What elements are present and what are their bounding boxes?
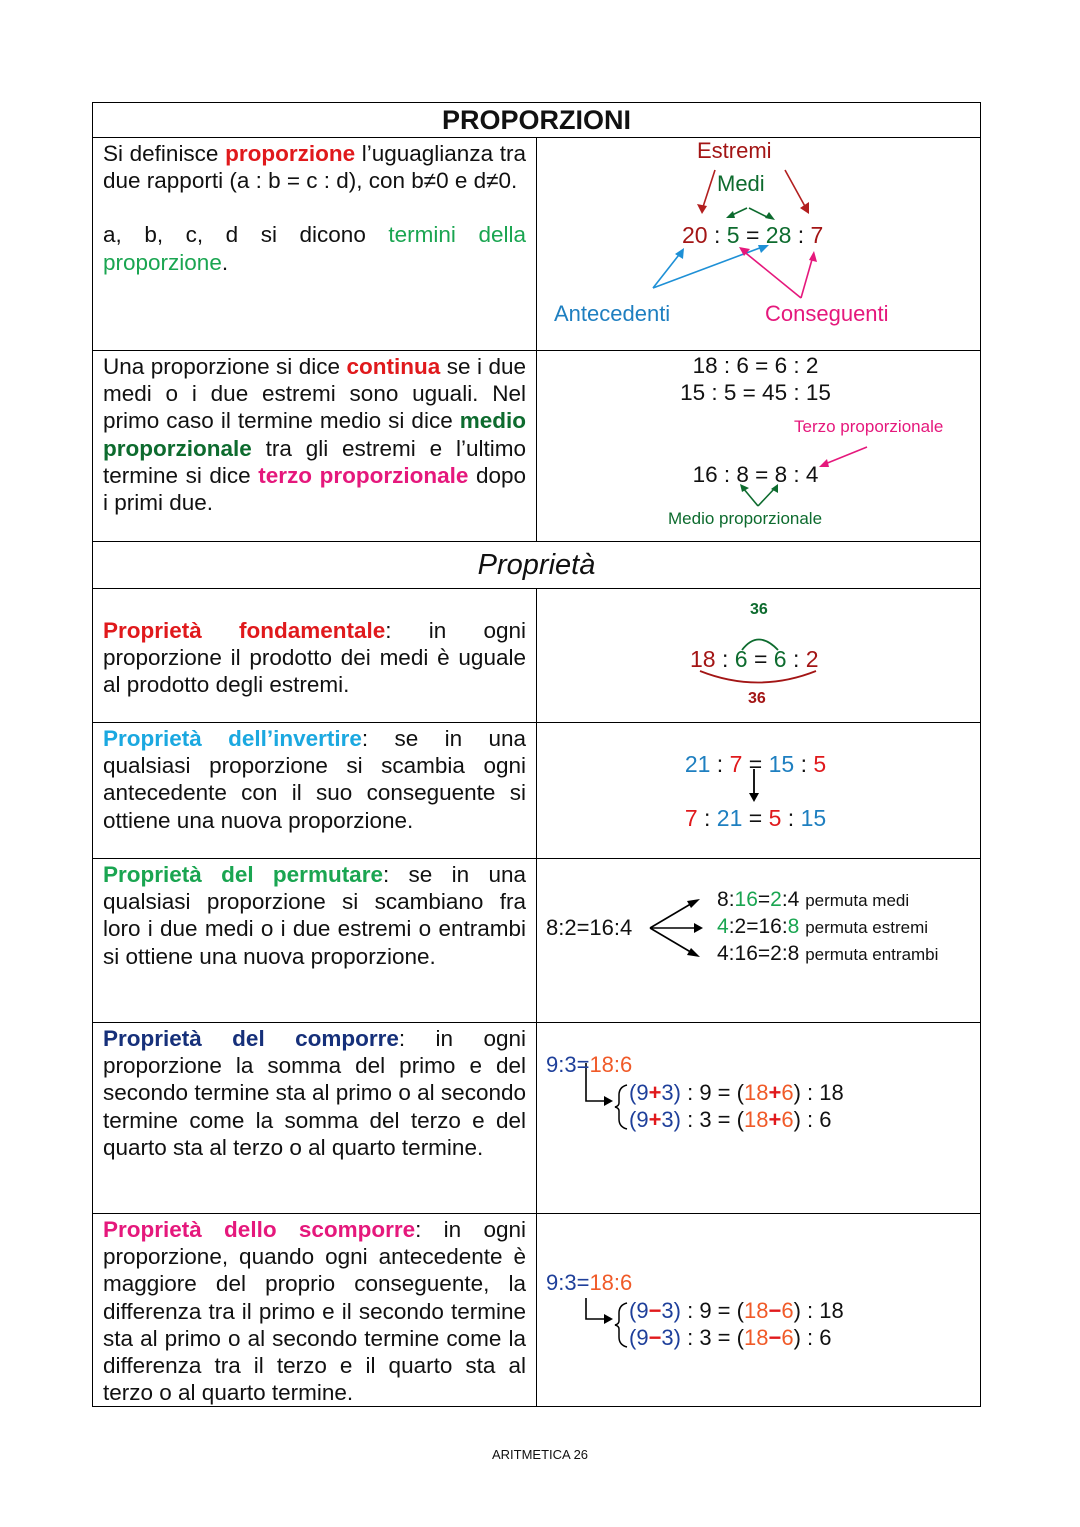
colon: : <box>792 646 800 672</box>
colon: : <box>697 805 717 831</box>
term: :2=16: <box>728 915 788 938</box>
label-antecedenti: Antecedenti <box>554 301 671 326</box>
operator: + <box>768 1080 782 1105</box>
operator: − <box>648 1298 662 1323</box>
term: 16 <box>734 888 758 911</box>
term: 8 <box>787 915 800 938</box>
term: 18 <box>743 1080 769 1105</box>
term: 18:6 <box>589 1270 633 1295</box>
term: 3) <box>661 1080 681 1105</box>
term: 6 <box>781 1325 794 1350</box>
term: 8 <box>717 888 729 911</box>
invertire-cell <box>93 723 537 859</box>
proportions-sheet <box>92 102 981 1407</box>
term: 20 <box>682 222 708 248</box>
scomporre-row-1 <box>629 1298 844 1324</box>
scomporre-base <box>546 1270 632 1296</box>
section-title-proprieta: Proprietà <box>93 542 981 589</box>
text-run: : in ogni proporzione il prodotto dei medi è uguale al prodotto degli estremi. <box>103 618 526 698</box>
keyword-continua: continua <box>346 354 441 379</box>
permuta-estremi-row <box>717 915 928 939</box>
term: : 9 = ( <box>680 1080 744 1105</box>
term: ) : 6 <box>793 1325 832 1350</box>
scomporre-cell <box>93 1214 537 1407</box>
label-estremi: Estremi <box>697 138 772 163</box>
term: 6 <box>781 1107 794 1132</box>
permuta-medi-row <box>717 888 909 912</box>
product-medi: 36 <box>750 601 768 618</box>
page-footer: ARITMETICA 26 <box>491 1447 589 1462</box>
fondamentale-diagram-cell <box>537 589 981 723</box>
term: 21 <box>684 751 711 777</box>
text-run: tra gli estremi e l’ultimo termine si dice <box>103 435 526 488</box>
continua-diagram-cell <box>537 351 981 542</box>
colon: : <box>710 751 730 777</box>
scomporre-text <box>93 1214 536 1406</box>
text-run: Una proporzione si dice <box>103 354 347 379</box>
term: 6 <box>781 1080 794 1105</box>
equals: = <box>757 888 771 911</box>
colon: : <box>781 805 801 831</box>
fondamentale-text <box>93 589 536 699</box>
term: 5 <box>768 805 782 831</box>
scomporre-row-2 <box>629 1325 831 1351</box>
comporre-base <box>546 1052 632 1078</box>
label-medi: Medi <box>717 171 765 196</box>
term: 2 <box>805 646 819 672</box>
term: 18 <box>743 1107 769 1132</box>
definition-text <box>93 138 536 276</box>
term: 7 <box>810 222 824 248</box>
colon: : <box>713 222 721 248</box>
page-title: PROPORZIONI <box>93 103 981 138</box>
invertire-arrow <box>537 723 974 859</box>
keyword-terzo-proporzionale: terzo proporzionale <box>258 462 469 488</box>
term: (9 <box>629 1080 649 1105</box>
permutare-text <box>93 859 536 970</box>
term: : 9 = ( <box>680 1298 744 1323</box>
continua-text <box>93 351 536 516</box>
label-conseguenti: Conseguenti <box>765 301 889 326</box>
term: 6 <box>773 646 787 672</box>
term: (9 <box>629 1298 649 1323</box>
term: 9:3= <box>546 1052 590 1077</box>
colon: : <box>794 751 814 777</box>
text-run: se i due medi o i due estremi sono uguali. Nel primo caso il termine medio si dice <box>103 354 527 434</box>
label-medio-proporzionale: Medio proporzionale <box>668 509 823 528</box>
text-run: dopo i primi due. <box>103 462 527 516</box>
example-7-21-5-15 <box>537 805 974 832</box>
permuta-label: permuta entrambi <box>805 945 939 964</box>
text-run: Si definisce <box>103 141 226 166</box>
definition-diagram-cell <box>537 138 981 351</box>
keyword-proporzione: proporzione <box>225 141 356 166</box>
colon: : <box>721 646 729 672</box>
keyword-fondamentale: Proprietà fondamentale <box>103 618 386 643</box>
comporre-diagram-cell <box>537 1023 981 1214</box>
term: 6 <box>734 646 748 672</box>
permuta-entrambi-row <box>717 942 938 966</box>
permutare-arrows <box>537 859 974 1023</box>
comporre-cell <box>93 1023 537 1214</box>
term: 2 <box>770 888 782 911</box>
example-18-6-6-2: 18 : 6 = 6 : 2 <box>692 353 819 378</box>
term: 9:3= <box>546 1270 590 1295</box>
example-21-7-15-5 <box>537 751 974 778</box>
operator: − <box>768 1298 782 1323</box>
equals: = <box>742 805 769 831</box>
term: 18 <box>743 1325 769 1350</box>
term: :4 <box>781 888 800 911</box>
permutare-cell <box>93 859 537 1023</box>
invertire-text <box>93 723 536 834</box>
keyword-scomporre: Proprietà dello scomporre <box>103 1217 416 1242</box>
term: 3) <box>661 1107 681 1132</box>
colon: : <box>797 222 805 248</box>
term: : 3 = ( <box>680 1325 744 1350</box>
term: 18:6 <box>589 1052 633 1077</box>
operator: + <box>648 1107 662 1132</box>
term: 6 <box>781 1298 794 1323</box>
term: 3) <box>661 1298 681 1323</box>
term: (9 <box>629 1107 649 1132</box>
term: 4 <box>717 915 729 938</box>
invertire-diagram-cell <box>537 723 981 859</box>
equals: = <box>742 751 769 777</box>
operator: + <box>768 1107 782 1132</box>
example-18-6-6-2-products <box>690 646 819 673</box>
term: 5 <box>726 222 740 248</box>
term: (9 <box>629 1325 649 1350</box>
example-20-5-28-7 <box>682 222 823 249</box>
definition-cell <box>93 138 537 351</box>
fondamentale-cell <box>93 589 537 723</box>
keyword-termini: termini della proporzione <box>103 222 526 275</box>
text-run: : in ogni proporzione, quando ogni antecedente è maggiore del proprio conseguente, la differenza tra il primo e il secondo termine sta al primo o al secondo termine come la differenza tra il terzo e il quarto sta al terzo o al quarto termine. <box>103 1217 527 1406</box>
term: 5 <box>813 751 827 777</box>
scomporre-diagram-cell <box>537 1214 981 1407</box>
term: 4:16=2:8 <box>717 942 800 965</box>
text-run: : in ogni proporzione la somma del primo e del secondo termine sta al primo o al secondo termine come la somma del terzo e del quarto sta al terzo o al quarto termine. <box>103 1026 526 1160</box>
keyword-medio-proporzionale: medio proporzionale <box>103 408 526 461</box>
term: ) : 18 <box>793 1298 844 1323</box>
text-run: : se in una qualsiasi proporzione si scambiano fra loro i due medi o i due estremi o entrambi si ottiene una nuova proporzione. <box>103 862 526 969</box>
operator: − <box>648 1325 662 1350</box>
term: 18 <box>743 1298 769 1323</box>
term: 21 <box>716 805 743 831</box>
permutare-base: 8:2=16:4 <box>546 915 633 940</box>
comporre-row-2 <box>629 1107 831 1133</box>
example-16-8-8-4: 16 : 8 = 8 : 4 <box>692 462 819 487</box>
text-run: l’uguaglianza tra due rapporti (a : b = c : d), con b≠0 e d≠0. <box>103 141 526 194</box>
equals: = <box>753 646 768 672</box>
term: 7 <box>684 805 698 831</box>
label-terzo-proporzionale: Terzo proporzionale <box>794 417 944 436</box>
keyword-invertire: Proprietà dell’invertire <box>103 726 362 751</box>
equals: = <box>745 222 760 248</box>
term: : 3 = ( <box>680 1107 744 1132</box>
product-estremi: 36 <box>748 690 766 707</box>
term: 28 <box>765 222 792 248</box>
permuta-label: permuta medi <box>805 891 910 910</box>
permuta-label: permuta estremi <box>805 918 929 937</box>
term: 15 <box>768 751 795 777</box>
term: 15 <box>800 805 827 831</box>
text-run: : se in una qualsiasi proporzione si scambia ogni antecedente con il suo conseguente si ottiene una nuova proporzione. <box>103 726 526 833</box>
colon: : <box>728 888 735 911</box>
keyword-comporre: Proprietà del comporre <box>103 1026 399 1051</box>
continua-cell <box>93 351 537 542</box>
term: ) : 18 <box>793 1080 844 1105</box>
term: 7 <box>729 751 743 777</box>
comporre-text <box>93 1023 536 1161</box>
term: 3) <box>661 1325 681 1350</box>
comporre-row-1 <box>629 1080 844 1106</box>
operator: − <box>768 1325 782 1350</box>
operator: + <box>648 1080 662 1105</box>
example-15-5-45-15: 15 : 5 = 45 : 15 <box>680 380 831 405</box>
text-run: . <box>221 249 229 275</box>
keyword-permutare: Proprietà del permutare <box>103 862 383 887</box>
permutare-diagram-cell <box>537 859 981 1023</box>
term: ) : 6 <box>793 1107 832 1132</box>
text-run: a, b, c, d si dicono <box>103 222 389 248</box>
term: 18 <box>690 646 716 672</box>
content-table <box>92 102 981 1407</box>
